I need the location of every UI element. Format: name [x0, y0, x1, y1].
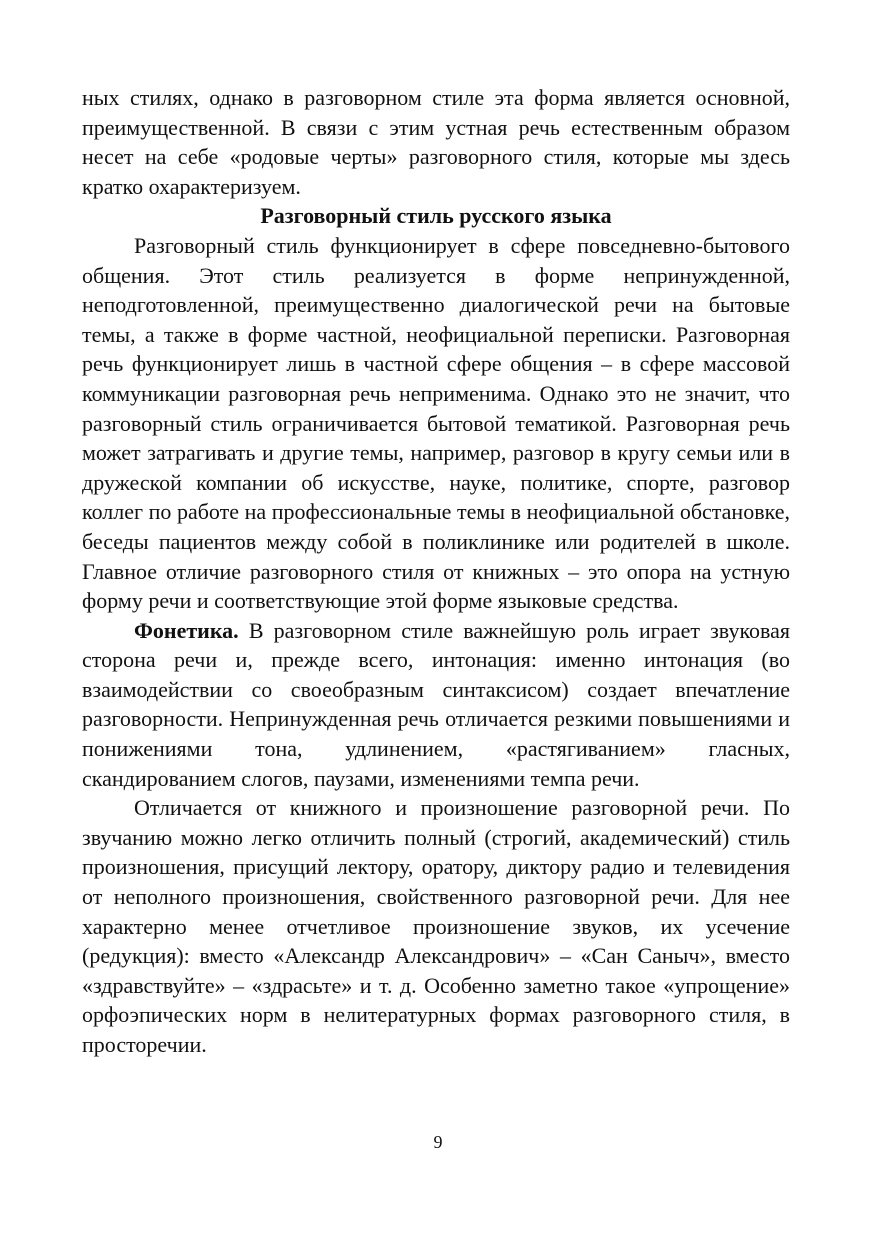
page-number: 9	[433, 1132, 443, 1152]
paragraph-phonetics	[82, 616, 790, 794]
paragraph-definition: Разговорный стиль функционирует в сфере повседневно-бытового общения. Этот стиль реализуется в форме непринужденной, неподготовленной, преимущественно диалогической речи на бытовые темы, а также в форме частной, неофициальной переписки. Разговорная речь функционирует лишь в частной сфере общения – в сфере массовой коммуникации разговорная речь неприменима. Однако это не значит, что разговорный стиль ограничивается бытовой тематикой. Разговорная речь может затрагивать и другие темы, например, разговор в кругу семьи или в дружеской компании об искусстве, науке, политике, спорте, разговор коллег по работе на профессиональные темы в неофициальной обстановке, беседы пациентов между собой в поликлинике или родителей в школе. Главное отличие разговорного стиля от книжных – это опора на устную форму речи и соответствующие этой форме языковые средства.	[82, 232, 790, 614]
phonetics-text: В разговорном стиле важнейшую роль играет звуковая сторона речи и, прежде всего, интонация: именно интонация (во взаимодействии со своеобразным синтаксисом) создает впечатление разговорности. Непринужденная речь отличается резкими повышениями и понижениями тона, удлинением, «растягиванием» гласных, скандированием слогов, паузами, изменениями темпа речи.	[82, 617, 790, 791]
paragraph-pronunciation: Отличается от книжного и произношение разговорной речи. По звучанию можно легко отличить полный (строгий, академический) стиль произношения, присущий лектору, оратору, диктору радио и телевидения от неполного произношения, свойственного разговорной речи. Для нее характерно менее отчетливое произношение звуков, их усечение (редукция): вместо «Александр Александрович» – «Сан Саныч», вместо «здравствуйте» – «здрасьте» и т. д. Особенно заметно такое «упрощение» орфоэпических норм в нелитературных формах разговорного стиля, в просторечии.	[82, 795, 790, 1057]
continuation-paragraph: ных стилях, однако в разговорном стиле эта форма является основной, преимущественной. В связи с этим устная речь естественным образом несет на себе «родовые черты» разговорного стиля, которые мы здесь кратко охарактеризуем.	[82, 85, 790, 199]
page-body	[82, 83, 790, 1060]
phonetics-heading: Фонетика.	[134, 617, 239, 643]
section-title: Разговорный стиль русского языка	[260, 203, 612, 229]
